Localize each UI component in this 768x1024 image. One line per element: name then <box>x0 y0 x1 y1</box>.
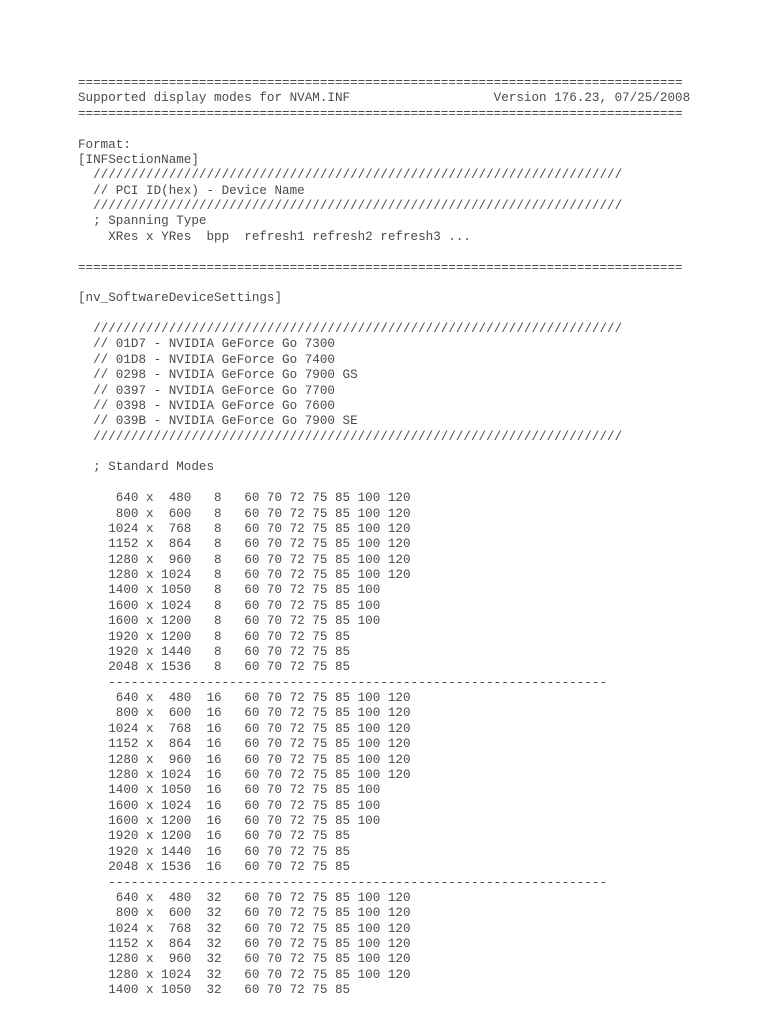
device-comment: // 0397 - NVIDIA GeForce Go 7700 <box>78 383 335 398</box>
display-mode-row: 1024 x 768 16 60 70 72 75 85 100 120 <box>78 721 411 736</box>
display-mode-row: 1280 x 1024 32 60 70 72 75 85 100 120 <box>78 967 411 982</box>
text-line: Format: <box>78 137 131 152</box>
blank-line <box>78 276 698 291</box>
display-mode-row: 1152 x 864 8 60 70 72 75 85 100 120 <box>78 537 411 552</box>
device-comment: // PCI ID(hex) - Device Name <box>78 183 305 198</box>
display-mode-row: 800 x 600 8 60 70 72 75 85 100 120 <box>78 506 411 521</box>
mode-group-separator: ------------------------------------------------------------------ <box>78 875 608 890</box>
display-mode-row: 2048 x 1536 16 60 70 72 75 85 <box>78 860 351 875</box>
display-mode-row: 1920 x 1200 8 60 70 72 75 85 <box>78 629 351 644</box>
display-mode-row: 1400 x 1050 32 60 70 72 75 85 <box>78 983 351 998</box>
display-mode-row: 1600 x 1024 8 60 70 72 75 85 100 <box>78 598 381 613</box>
device-comment: // 01D7 - NVIDIA GeForce Go 7300 <box>78 337 335 352</box>
blank-line <box>78 245 698 260</box>
display-mode-row: 1152 x 864 16 60 70 72 75 85 100 120 <box>78 737 411 752</box>
display-mode-row: 1920 x 1440 16 60 70 72 75 85 <box>78 844 351 859</box>
display-mode-row: 1600 x 1200 16 60 70 72 75 85 100 <box>78 814 381 828</box>
text-line: ; Spanning Type <box>78 214 207 229</box>
display-mode-row: 1024 x 768 32 60 70 72 75 85 100 120 <box>78 921 411 936</box>
display-mode-row: 1400 x 1050 16 60 70 72 75 85 100 <box>78 783 381 798</box>
display-mode-row: 640 x 480 32 60 70 72 75 85 100 120 <box>78 890 411 905</box>
mode-group-separator: ------------------------------------------------------------------ <box>78 675 608 690</box>
display-mode-row: 640 x 480 8 60 70 72 75 85 100 120 <box>78 491 411 506</box>
display-mode-row: 1600 x 1200 8 60 70 72 75 85 100 <box>78 614 381 629</box>
separator-line: ================================================================================ <box>78 260 683 275</box>
comment-rule: ////////////////////////////////////////////////////////////////////// <box>78 322 623 336</box>
text-line: XRes x YRes bpp refresh1 refresh2 refresh3 ... <box>78 229 471 244</box>
display-mode-row: 1280 x 1024 8 60 70 72 75 85 100 120 <box>78 568 411 582</box>
display-mode-row: 1280 x 960 16 60 70 72 75 85 100 120 <box>78 752 411 767</box>
display-mode-row: 1024 x 768 8 60 70 72 75 85 100 120 <box>78 521 411 536</box>
display-mode-row: 1920 x 1440 8 60 70 72 75 85 <box>78 644 351 659</box>
display-mode-row: 800 x 600 32 60 70 72 75 85 100 120 <box>78 906 411 921</box>
device-comment: // 039B - NVIDIA GeForce Go 7900 SE <box>78 414 358 429</box>
blank-line <box>78 307 698 322</box>
section-header: [nv_SoftwareDeviceSettings] <box>78 291 283 306</box>
display-mode-row: 1400 x 1050 8 60 70 72 75 85 100 <box>78 583 381 598</box>
device-comment: // 0298 - NVIDIA GeForce Go 7900 GS <box>78 368 358 383</box>
separator-line: ================================================================================ <box>78 106 683 121</box>
blank-line <box>78 476 698 491</box>
comment-rule: ////////////////////////////////////////////////////////////////////// <box>78 168 623 183</box>
text-line: Supported display modes for NVAM.INF Version 176.23, 07/25/2008 <box>78 91 691 106</box>
text-line: ; Standard Modes <box>78 460 215 475</box>
blank-line <box>78 122 698 137</box>
display-mode-row: 1280 x 1024 16 60 70 72 75 85 100 120 <box>78 767 411 782</box>
display-mode-row: 1600 x 1024 16 60 70 72 75 85 100 <box>78 798 381 813</box>
display-mode-row: 1920 x 1200 16 60 70 72 75 85 <box>78 829 351 844</box>
comment-rule: ////////////////////////////////////////////////////////////////////// <box>78 429 623 444</box>
section-header: [INFSectionName] <box>78 152 199 167</box>
device-comment: // 0398 - NVIDIA GeForce Go 7600 <box>78 398 335 413</box>
display-mode-row: 1280 x 960 32 60 70 72 75 85 100 120 <box>78 952 411 967</box>
separator-line: ================================================================================ <box>78 76 683 90</box>
display-mode-row: 640 x 480 16 60 70 72 75 85 100 120 <box>78 691 411 705</box>
device-comment: // 01D8 - NVIDIA GeForce Go 7400 <box>78 352 335 367</box>
display-mode-row: 2048 x 1536 8 60 70 72 75 85 <box>78 660 351 675</box>
display-mode-row: 1152 x 864 32 60 70 72 75 85 100 120 <box>78 937 411 951</box>
blank-line <box>78 445 698 460</box>
display-mode-row: 1280 x 960 8 60 70 72 75 85 100 120 <box>78 552 411 567</box>
document-page <box>78 76 698 1006</box>
comment-rule: ////////////////////////////////////////////////////////////////////// <box>78 199 623 213</box>
display-mode-row: 800 x 600 16 60 70 72 75 85 100 120 <box>78 706 411 721</box>
